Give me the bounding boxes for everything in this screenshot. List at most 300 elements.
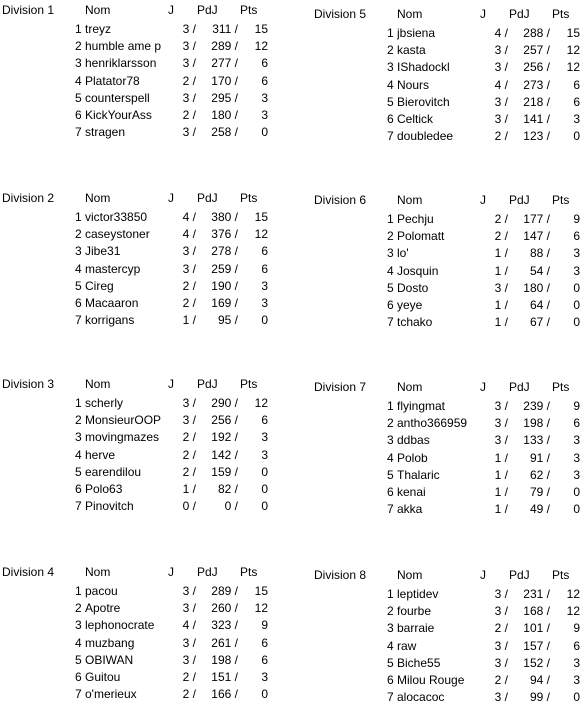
games-cell: 3 / <box>494 587 508 601</box>
table-row <box>314 112 586 129</box>
points-cell: 6 <box>261 413 268 428</box>
rank-cell: 5 <box>387 280 394 295</box>
division-title: Division 3 <box>2 377 55 391</box>
points-cell: 0 <box>261 313 268 328</box>
table-row <box>314 587 586 604</box>
pdj-cell: 170 / <box>211 73 238 88</box>
header-nom: Nom <box>397 193 423 207</box>
rank-cell: 5 <box>75 652 82 667</box>
header-j: J <box>480 568 486 582</box>
player-name-cell: Bierovitch <box>397 94 450 109</box>
points-cell: 3 <box>261 278 268 293</box>
player-name-cell: scherly <box>85 396 124 410</box>
table-row <box>314 639 586 656</box>
table-row <box>314 485 586 502</box>
rank-cell: 3 <box>75 430 82 445</box>
player-name-cell: muzbang <box>85 635 135 650</box>
points-cell: 3 <box>261 296 268 310</box>
points-cell: 3 <box>573 673 580 687</box>
player-name-cell: lo' <box>397 246 409 261</box>
games-cell: 2 / <box>182 430 196 445</box>
player-name-cell: Pinovitch <box>85 499 134 514</box>
points-cell: 15 <box>254 584 268 598</box>
table-row <box>2 618 292 635</box>
header-pdj: PdJ <box>197 565 218 579</box>
rank-cell: 4 <box>387 638 394 653</box>
header-pdj: PdJ <box>509 7 530 21</box>
games-cell: 1 / <box>182 313 196 328</box>
pdj-cell: 82 / <box>217 482 238 496</box>
points-cell: 12 <box>254 227 268 242</box>
header-pdj: PdJ <box>197 191 218 205</box>
points-cell: 3 <box>261 670 268 684</box>
games-cell: 3 / <box>182 90 196 105</box>
points-cell: 12 <box>254 39 268 54</box>
games-cell: 3 / <box>182 244 196 259</box>
player-name-cell: Macaaron <box>85 296 139 310</box>
player-name-cell: ddbas <box>397 433 430 448</box>
table-row <box>314 399 586 416</box>
rank-cell: 2 <box>387 604 394 619</box>
points-cell: 0 <box>573 485 580 499</box>
points-cell: 15 <box>254 22 268 36</box>
table-row <box>314 468 586 485</box>
pdj-cell: 159 / <box>211 464 238 479</box>
player-name-cell: kenai <box>397 485 426 499</box>
rank-cell: 1 <box>75 210 82 224</box>
pdj-cell: 376 / <box>211 227 238 242</box>
rank-cell: 5 <box>75 90 82 105</box>
table-row <box>314 78 586 95</box>
player-name-cell: victor33850 <box>85 210 148 224</box>
games-cell: 2 / <box>182 278 196 293</box>
rank-cell: 7 <box>75 313 82 328</box>
header-pdj: PdJ <box>509 193 530 207</box>
player-name-cell: IShadockl <box>397 60 450 75</box>
pdj-cell: 169 / <box>211 296 238 310</box>
header-j: J <box>168 3 174 17</box>
header-nom: Nom <box>397 7 423 21</box>
games-cell: 2 / <box>494 212 508 226</box>
points-cell: 0 <box>573 129 580 144</box>
table-row <box>2 262 292 279</box>
pdj-cell: 198 / <box>523 416 550 431</box>
pdj-cell: 180 / <box>211 108 238 122</box>
table-row <box>314 433 586 450</box>
table-row <box>2 108 292 125</box>
player-name-cell: treyz <box>85 22 112 36</box>
player-name-cell: leptidev <box>397 587 439 601</box>
table-row <box>314 212 586 229</box>
points-cell: 6 <box>573 94 580 109</box>
rank-cell: 3 <box>387 433 394 448</box>
table-row <box>2 482 292 499</box>
pdj-cell: 256 / <box>523 60 550 75</box>
points-cell: 0 <box>573 502 580 517</box>
games-cell: 1 / <box>494 263 508 278</box>
division-title: Division 8 <box>314 568 367 582</box>
table-row <box>2 56 292 73</box>
player-name-cell: antho366959 <box>397 416 468 431</box>
rank-cell: 2 <box>75 413 82 428</box>
player-name-cell: henriklarsson <box>85 56 157 71</box>
table-row <box>2 396 292 413</box>
pdj-cell: 198 / <box>211 652 238 667</box>
rank-cell: 6 <box>75 670 82 684</box>
games-cell: 4 / <box>494 26 508 40</box>
games-cell: 3 / <box>494 604 508 619</box>
table-row <box>314 26 586 43</box>
division-title: Division 7 <box>314 380 367 394</box>
rank-cell: 2 <box>387 416 394 431</box>
player-name-cell: barraie <box>397 621 435 636</box>
table-row <box>314 502 586 519</box>
table-row <box>2 125 292 142</box>
table-row <box>2 244 292 261</box>
player-name-cell: pacou <box>85 584 118 598</box>
points-cell: 0 <box>261 125 268 140</box>
division-block <box>2 565 282 705</box>
rank-cell: 1 <box>387 587 394 601</box>
table-row <box>314 673 586 690</box>
points-cell: 12 <box>566 60 580 75</box>
games-cell: 4 / <box>182 227 196 242</box>
header-nom: Nom <box>85 565 111 579</box>
points-cell: 6 <box>261 244 268 259</box>
points-cell: 12 <box>566 43 580 58</box>
games-cell: 2 / <box>182 687 196 702</box>
table-row <box>2 22 292 39</box>
player-name-cell: Polomatt <box>397 229 445 244</box>
player-name-cell: Apotre <box>85 601 121 616</box>
player-name-cell: akka <box>397 502 423 517</box>
games-cell: 3 / <box>182 22 196 36</box>
player-name-cell: stragen <box>85 125 126 140</box>
rank-cell: 6 <box>75 482 82 496</box>
pdj-cell: 64 / <box>529 298 550 312</box>
pdj-cell: 142 / <box>211 447 238 462</box>
games-cell: 3 / <box>182 413 196 428</box>
pdj-cell: 257 / <box>523 43 550 58</box>
pdj-cell: 67 / <box>529 315 550 330</box>
table-row <box>2 279 292 296</box>
games-cell: 2 / <box>182 296 196 310</box>
points-cell: 0 <box>573 280 580 295</box>
games-cell: 1 / <box>494 485 508 499</box>
rank-cell: 7 <box>387 690 394 705</box>
games-cell: 2 / <box>182 447 196 462</box>
player-name-cell: alocacoc <box>397 690 445 705</box>
pdj-cell: 0 / <box>224 499 238 514</box>
header-nom: Nom <box>85 3 111 17</box>
rank-cell: 4 <box>75 447 82 462</box>
division-block <box>314 7 586 147</box>
table-row <box>2 465 292 482</box>
points-cell: 12 <box>566 587 580 601</box>
games-cell: 3 / <box>182 125 196 140</box>
points-cell: 3 <box>261 430 268 445</box>
table-row <box>2 653 292 670</box>
games-cell: 1 / <box>494 502 508 517</box>
points-cell: 0 <box>261 687 268 702</box>
games-cell: 1 / <box>494 467 508 482</box>
player-name-cell: movingmazes <box>85 430 160 445</box>
pdj-cell: 141 / <box>523 112 550 126</box>
games-cell: 1 / <box>494 246 508 261</box>
pdj-cell: 79 / <box>529 485 550 499</box>
games-cell: 4 / <box>494 77 508 92</box>
player-name-cell: Milou Rouge <box>397 673 465 687</box>
header-nom: Nom <box>397 568 423 582</box>
pdj-cell: 168 / <box>523 604 550 619</box>
player-name-cell: Platator78 <box>85 73 140 88</box>
table-row <box>314 60 586 77</box>
player-name-cell: Nours <box>397 77 430 92</box>
games-cell: 3 / <box>494 690 508 705</box>
points-cell: 6 <box>573 77 580 92</box>
games-cell: 1 / <box>182 482 196 496</box>
points-cell: 6 <box>573 416 580 431</box>
header-pts: Pts <box>552 380 570 394</box>
points-cell: 0 <box>261 499 268 514</box>
points-cell: 0 <box>573 690 580 705</box>
player-name-cell: Thalaric <box>397 467 440 482</box>
games-cell: 0 / <box>182 499 196 514</box>
division-block <box>2 191 282 331</box>
pdj-cell: 380 / <box>211 210 238 224</box>
games-cell: 3 / <box>494 60 508 75</box>
pdj-cell: 273 / <box>523 77 550 92</box>
division-title: Division 5 <box>314 7 367 21</box>
player-name-cell: Josquin <box>397 263 439 278</box>
rank-cell: 4 <box>75 261 82 276</box>
rank-cell: 1 <box>75 584 82 598</box>
player-name-cell: KickYourAss <box>85 108 152 122</box>
points-cell: 3 <box>573 112 580 126</box>
pdj-cell: 99 / <box>529 690 550 705</box>
player-name-cell: caseystoner <box>85 227 150 242</box>
table-row <box>2 687 292 704</box>
table-row <box>314 604 586 621</box>
table-row <box>2 670 292 687</box>
table-row <box>2 413 292 430</box>
table-row <box>2 74 292 91</box>
player-name-cell: counterspell <box>85 90 150 105</box>
rank-cell: 6 <box>75 108 82 122</box>
table-row <box>2 39 292 56</box>
points-cell: 12 <box>566 604 580 619</box>
rank-cell: 3 <box>75 618 82 633</box>
games-cell: 2 / <box>182 670 196 684</box>
pdj-cell: 258 / <box>211 125 238 140</box>
header-pdj: PdJ <box>197 3 218 17</box>
points-cell: 0 <box>261 464 268 479</box>
points-cell: 3 <box>261 447 268 462</box>
games-cell: 3 / <box>182 39 196 54</box>
player-name-cell: OBIWAN <box>85 652 134 667</box>
player-name-cell: Guitou <box>85 670 121 684</box>
table-row <box>2 601 292 618</box>
pdj-cell: 54 / <box>529 263 550 278</box>
pdj-cell: 295 / <box>211 90 238 105</box>
player-name-cell: lephonocrate <box>85 618 155 633</box>
rank-cell: 3 <box>387 60 394 75</box>
player-name-cell: Dosto <box>397 280 429 295</box>
table-row <box>314 690 586 707</box>
rank-cell: 4 <box>75 73 82 88</box>
pdj-cell: 261 / <box>211 635 238 650</box>
pdj-cell: 289 / <box>211 39 238 54</box>
pdj-cell: 259 / <box>211 261 238 276</box>
pdj-cell: 94 / <box>529 673 550 687</box>
rank-cell: 3 <box>75 56 82 71</box>
rank-cell: 2 <box>75 601 82 616</box>
points-cell: 0 <box>573 298 580 312</box>
games-cell: 3 / <box>494 112 508 126</box>
player-name-cell: MonsieurOOP <box>85 413 162 428</box>
pdj-cell: 278 / <box>211 244 238 259</box>
rank-cell: 5 <box>75 278 82 293</box>
rank-cell: 7 <box>387 129 394 144</box>
player-name-cell: Jibe31 <box>85 244 121 259</box>
rank-cell: 2 <box>75 39 82 54</box>
points-cell: 3 <box>573 450 580 465</box>
points-cell: 6 <box>573 638 580 653</box>
pdj-cell: 277 / <box>211 56 238 71</box>
table-row <box>314 95 586 112</box>
games-cell: 4 / <box>182 618 196 633</box>
table-row <box>314 43 586 60</box>
division-title: Division 2 <box>2 191 55 205</box>
points-cell: 6 <box>261 56 268 71</box>
games-cell: 1 / <box>494 315 508 330</box>
player-name-cell: tchako <box>397 315 433 330</box>
player-name-cell: earendilou <box>85 464 142 479</box>
points-cell: 3 <box>573 246 580 261</box>
rank-cell: 6 <box>387 112 394 126</box>
table-row <box>2 296 292 313</box>
pdj-cell: 260 / <box>211 601 238 616</box>
player-name-cell: Polob <box>397 450 428 465</box>
points-cell: 12 <box>254 396 268 410</box>
games-cell: 3 / <box>182 396 196 410</box>
pdj-cell: 88 / <box>529 246 550 261</box>
pdj-cell: 166 / <box>211 687 238 702</box>
header-j: J <box>480 380 486 394</box>
rank-cell: 3 <box>387 246 394 261</box>
table-row <box>2 584 292 601</box>
points-cell: 3 <box>261 108 268 122</box>
division-block <box>314 568 586 708</box>
header-j: J <box>168 191 174 205</box>
pdj-cell: 289 / <box>211 584 238 598</box>
games-cell: 3 / <box>182 261 196 276</box>
table-row <box>314 229 586 246</box>
rank-cell: 5 <box>75 464 82 479</box>
player-name-cell: Celtick <box>397 112 434 126</box>
rank-cell: 6 <box>387 673 394 687</box>
points-cell: 6 <box>261 652 268 667</box>
player-name-cell: Cireg <box>85 278 114 293</box>
games-cell: 3 / <box>182 601 196 616</box>
player-name-cell: flyingmat <box>397 399 446 413</box>
rank-cell: 5 <box>387 94 394 109</box>
header-pdj: PdJ <box>509 380 530 394</box>
header-pts: Pts <box>240 3 258 17</box>
pdj-cell: 192 / <box>211 430 238 445</box>
games-cell: 3 / <box>182 635 196 650</box>
points-cell: 9 <box>573 399 580 413</box>
rank-cell: 7 <box>75 125 82 140</box>
points-cell: 0 <box>573 315 580 330</box>
pdj-cell: 151 / <box>211 670 238 684</box>
games-cell: 2 / <box>494 673 508 687</box>
player-name-cell: kasta <box>397 43 426 58</box>
rank-cell: 1 <box>387 26 394 40</box>
points-cell: 6 <box>261 635 268 650</box>
pdj-cell: 101 / <box>523 621 550 636</box>
games-cell: 3 / <box>182 584 196 598</box>
table-row <box>314 246 586 263</box>
games-cell: 4 / <box>182 210 196 224</box>
games-cell: 3 / <box>494 416 508 431</box>
pdj-cell: 239 / <box>523 399 550 413</box>
pdj-cell: 157 / <box>523 638 550 653</box>
table-row <box>314 621 586 638</box>
division-title: Division 6 <box>314 193 367 207</box>
pdj-cell: 190 / <box>211 278 238 293</box>
header-pts: Pts <box>240 191 258 205</box>
division-title: Division 4 <box>2 565 55 579</box>
pdj-cell: 123 / <box>523 129 550 144</box>
games-cell: 3 / <box>182 652 196 667</box>
table-row <box>314 315 586 332</box>
rank-cell: 2 <box>387 43 394 58</box>
header-pts: Pts <box>552 193 570 207</box>
player-name-cell: raw <box>397 638 417 653</box>
pdj-cell: 147 / <box>523 229 550 244</box>
rank-cell: 4 <box>387 450 394 465</box>
points-cell: 15 <box>254 210 268 224</box>
games-cell: 2 / <box>182 73 196 88</box>
points-cell: 3 <box>261 90 268 105</box>
player-name-cell: herve <box>85 447 116 462</box>
points-cell: 3 <box>573 433 580 448</box>
player-name-cell: korrigans <box>85 313 135 328</box>
division-block <box>314 193 586 333</box>
games-cell: 3 / <box>494 43 508 58</box>
header-pdj: PdJ <box>197 377 218 391</box>
rank-cell: 3 <box>75 244 82 259</box>
table-row <box>314 264 586 281</box>
header-j: J <box>168 377 174 391</box>
table-row <box>2 91 292 108</box>
pdj-cell: 323 / <box>211 618 238 633</box>
points-cell: 9 <box>573 621 580 636</box>
rank-cell: 5 <box>387 655 394 670</box>
pdj-cell: 180 / <box>523 280 550 295</box>
rank-cell: 7 <box>75 499 82 514</box>
header-nom: Nom <box>85 191 111 205</box>
player-name-cell: yeye <box>397 298 423 312</box>
games-cell: 1 / <box>494 298 508 312</box>
points-cell: 9 <box>573 212 580 226</box>
points-cell: 0 <box>261 482 268 496</box>
division-title: Division 1 <box>2 3 55 17</box>
pdj-cell: 62 / <box>529 467 550 482</box>
points-cell: 15 <box>566 26 580 40</box>
table-row <box>314 129 586 146</box>
